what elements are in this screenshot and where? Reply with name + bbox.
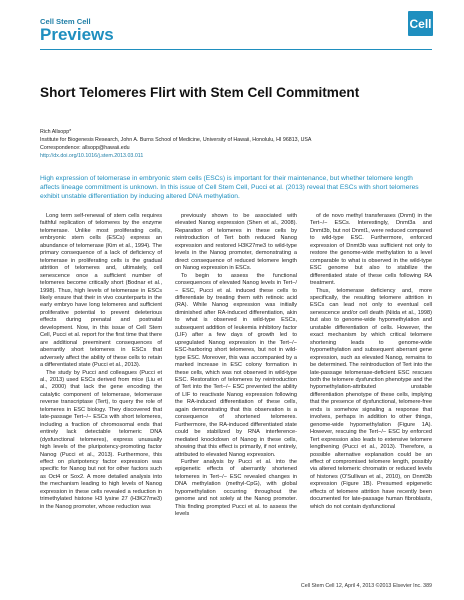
paragraph: The study by Pucci and colleagues (Pucci et al., 2013) used ESCs derived from mice (Liu et al., 2000) that lack the gene encoding the catalytic component of telomerase, telomerase reverse transcriptase (Tert), to query the role of telomeres in ESC biology. They discovered that late-passage Tert−/− ESCs with short telomeres, including a fraction of chromosomal ends that entirely lack detectable telomeric DNA (dysfunctional telomeres), express unusually high levels of the pluripotency-promoting factor Nanog (Pucci et al., 2013). Furthermore, this effect on pluripotency factor expression was specific for Nanog but not for other factors such as Oct4 or Sox2. A more detailed analysis into the mechanism leading to high levels of Nanog expression in these cells revealed a reduction in trimethylated histone H3 lysine 27 (H3K27me3) in the Nanog promoter, whose reduction was (40, 369, 162, 510)
affiliation: Institute for Biogenesis Research, John A. Burns School of Medicine, University of Hawaii, Honolulu, HI 96813, USA (40, 137, 312, 143)
paragraph: To begin to assess the functional consequences of elevated Nanog levels in Tert−/− ESC, Pucci et al. induced these cells to differentiate by treating them with retinoic acid (RA). While Nanog expression was initially diminished after RA-induced differentiation, akin to what is observed in wild-type ESCs, subsequent addition of leukemia inhibitory factor (LIF) after a few days of growth led to upregulated Nanog expression in the Tert−/− ESC-harboring short telomeres, but not in wild-type ESC. Moreover, this was accompanied by a marked increase in ESC colony formation in these cells, which was not observed in wild-type ESC. Restoration of telomeres by reintroduction of Tert into the Tert−/− ESC prevented the ability of LIF to reactivate Nanog expression following the RA-induced differentiation of these cells, again demonstrating that this observation is a consequence of shortened telomeres. Furthermore, the RA-induced differentiated state could be stabilized by RNA interference-mediated knockdown of Nanog in these cells, showing that this effect is primarily, if not entirely, attributed to elevated Nanog expression. (175, 272, 297, 458)
header-rule (40, 49, 432, 50)
paragraph: of de novo methyl transferases (Dnmt) in the Tert−/− ESCs. Interestingly, Dnmt3a and Dnmt3b, but not Dnmt1, were reduced compared to wild-type ESC. Furthermore, enforced expression of Dnmt3b was sufficient not only to restore the genome-wide methylation to a level comparable to what is observed in the wild-type ESC genome but also to stabilize the differentiated state of these cells following RA treatment. (310, 213, 432, 287)
page-footer: Cell Stem Cell 12, April 4, 2013 ©2013 Elsevier Inc. 389 (300, 583, 432, 589)
paragraph: previously shown to be associated with elevated Nanog expression (Shen et al., 2008). Reparation of telomeres in these cells by reintroduction of Tert both reduced Nanog expression and restored H3K27me3 to wild-type levels in the Nanog promoter, demonstrating a direct consequence of reduced telomere length on Nanog expression in ESCs. (175, 213, 297, 272)
paragraph: Thus, telomerase deficiency and, more specifically, the resulting telomere attrition in ESCs can lead not only to eventual cell senescence and/or cell death (Niida et al., 1998) but also to genome-wide hypomethylation and unstable differentiation of cells. However, the exact mechanism by which critical telomere shortening leads to genome-wide hypomethylation and subsequent aberrant gene expression, such as elevated Nanog, remains to be determined. The reintroduction of Tert into the late-passage telomerase-deficient ESC rescues both the telomere dysfunction phenotype and the hypomethylation-attributed unstable differentiation phenotype of these cells, implying that the presence of dysfunctional, telomere-free ends is somehow signaling a response that involves, perhaps in addition to other things, genome-wide hypomethylation (Figure 1A). However, rescuing the Tert−/− ESC by enforced Tert expression also leads to extensive telomere lengthening (Pucci et al., 2013). Therefore, a possible alternative explanation could be an effect of compromised telomere length, possibly via altered telomeric chromatin or reduced levels of histones (O'Sullivan et al., 2010), on Dnmt3b expression (Figure 1B). Presumed epigenetic effects of telomere attrition have recently been documented for late-passage human fibroblasts, which do not contain dysfunctional (310, 287, 432, 510)
body-column-1 (40, 213, 162, 581)
paragraph: Further analysis by Pucci et al. into the epigenetic effects of aberrantly shortened telomeres in Tert−/− ESC revealed changes in DNA methylation (methyl-CpG), with global hypomethylation occurring throughout the genome and not solely at the Nanog promoter. This finding prompted Pucci et al. to assess the levels (175, 458, 297, 518)
doi-link[interactable]: http://dx.doi.org/10.1016/j.stem.2013.03.011 (40, 153, 144, 159)
summary: High expression of telomerase in embryonic stem cells (ESCs) is important for their maintenance, but whether telomere length affects lineage commitment is unknown. In this issue of Cell Stem Cell, Pucci et al. (2013) reveal that ESCs with short telomeres exhibit unstable differentiation by inducing altered DNA methylation. (40, 175, 419, 200)
body-column-2 (175, 213, 297, 581)
correspondence: Correspondence: allsopp@hawaii.edu (40, 145, 130, 151)
section-title: Previews (40, 25, 114, 44)
journal-name: Cell Stem Cell (40, 17, 91, 26)
article-title: Short Telomeres Flirt with Stem Cell Commitment (40, 85, 360, 100)
cell-logo: Cell (408, 11, 433, 36)
paragraph: Long term self-renewal of stem cells requires faithful replication of telomeres by the enzyme telomerase. Unlike most proliferating cells, embryonic stem cells (ESCs) express an abundance of telomerase (Kim et al., 1994). The primary consequence of a lack of deficiency of telomerase in proliferating cells is the gradual attrition of telomeres and, ultimately, cell senescence once a sufficient number of telomeres become critically short (Bodnar et al., 1998). Thus, high levels of telomerase in ESCs likely ensure that their in vivo counterparts in the early embryo have long telomeres and sufficient proliferative potential to prevent deleterious effects during prenatal and postnatal development. Now, in this issue of Cell Stem Cell, Pucci et al. report for the first time that there are additional preeminent consequences of aberrantly short telomeres in ESCs that adversely affect the ability of these cells to retain a differentiated state (Pucci et al., 2013). (40, 213, 162, 369)
body-column-3 (310, 213, 432, 581)
author-name: Rich Allsopp (40, 129, 70, 135)
author-line: Rich Allsopp* (40, 129, 72, 135)
